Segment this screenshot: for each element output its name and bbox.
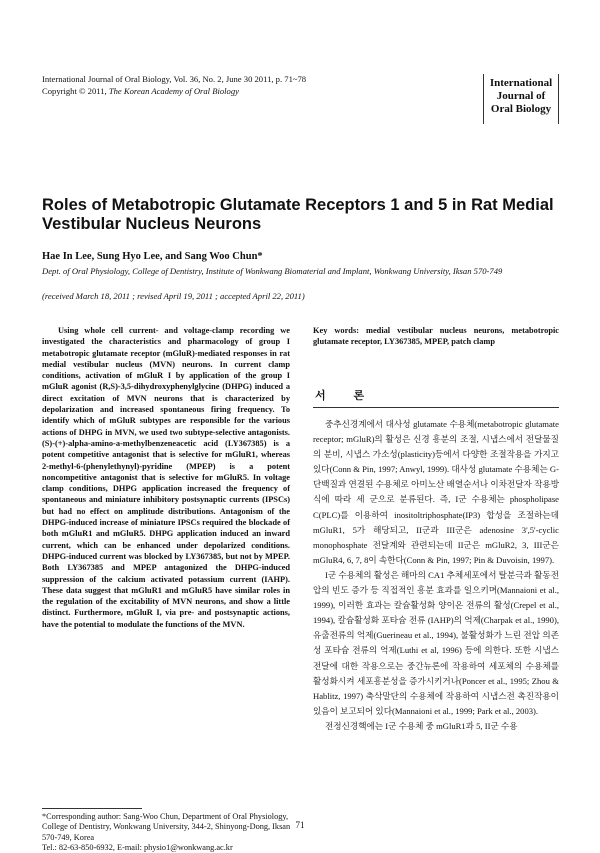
abstract: Using whole cell current- and voltage-clamp recording we investigated the characteristics and pharmacology of group I metabotropic glutamate receptor (mGluR)-mediated responses in rat medial vestibular nucleus (MVN) neurons. In current clamp conditions, activation of mGluR I by application of the group I mGluR agonist (R,S)-3,5-dihydroxyphenylglycine (DHPG) induced a direct excitation of MVN neurons that is characterized by depolarization and increased spontaneous firing frequency. To identify which of mGluR subtypes are responsible for the various actions of DHPG in MVN, we used two subtype-selective antagonists. (S)-(+)-alpha-amino-a-methylbenzeneacetic acid (LY367385) is a potent competitive antagonist that is selective for mGluR1, whereas 2-methyl-6-(phenylethynyl)-pyridine (MPEP) is a potent noncompetitive antagonist that is selective for mGluR5. In voltage clamp conditions, DHPG application increased the frequency of spontaneous and miniature inhibitory postsynaptic currents (IPSCs) but had no effect on amplitude distributions. Antagonism of the DHPG-induced increase of miniature IPSCs required the blockade of both mGluR1 and mGluR5. DHPG application induced an inward current, which can be enhanced under depolarized conditions. DHPG-induced current was blocked by LY367385, but not by MPEP. Both LY367385 and MPEP antagonized the DHPG-induced suppression of the calcium activated potassium current (IAHP). These data suggest that mGluR1 and mGluR5 have similar roles in the regulation of the excitability of MVN neurons, and show a little distinct. Furthermore, mGluR I, via pre- and postsynaptic actions, have the potential to modulate the functions of the MVN. [42, 326, 290, 629]
copyright-holder: The Korean Academy of Oral Biology [108, 86, 239, 96]
journal-name-box [483, 74, 559, 124]
body-paragraph-3: 전정신경핵에는 I군 수용체 중 mGluR1과 5, II군 수용 [325, 720, 518, 731]
footnote-rule [42, 808, 142, 809]
corresponding-author-footnote [42, 812, 292, 853]
keywords: Key words: medial vestibular nucleus neurons, metabotropic glutamate receptor, LY367385, MPEP, patch clamp [313, 326, 559, 347]
author-list: Hae In Lee, Sung Hyo Lee, and Sang Woo Chun* [42, 251, 263, 262]
footnote-address: *Corresponding author: Sang-Woo Chun, Department of Oral Physiology, College of Dentistry, Wonkwang University, 344-2, Shinyong-Dong, Iksan 570-749, Korea [42, 812, 291, 842]
body-paragraph-2: I군 수용체의 활성은 해마의 CA1 추체세포에서 탈분극과 활동전압의 빈도 증가 등 직접적인 흥분 효과를 일으키며(Mannaioni et al., 1999), 이러한 효과는 칼슘활성화 양이온 전류의 활성(Crepel et al., 1994), 칼슘활성화 포타슘 전류 (IAHP)의 억제(Charpak et al., 1990), 유출전류의 억제(Guerineau et al., 1994), 불활성화가 느린 전압 의존성 포타슘 전류의 억제(Luthi et al, 1996) 등에 의한다. 또한 시냅스 전달에 대한 작용으로는 중간뉴론에 작용하여 세포체의 수용체를 활성화시켜 세포흥분성을 증가시키거나(Poncer et al., 1995; Zhou & Hablitz, 1997) 축삭말단의 수용체에 작용하여 시냅스전 촉진작용이 있음이 보고되어 있다(Mannaioni et al., 1999; Park et al., 2003). [313, 569, 559, 716]
copyright-prefix: Copyright © 2011, [42, 86, 109, 96]
footnote-contact: Tel.: 82-63-850-6932, E-mail: physio1@wonkwang.ac.kr [42, 842, 233, 852]
page-number: 71 [295, 820, 305, 830]
body-paragraph-1: 중추신경계에서 대사성 glutamate 수용체(metabotropic glutamate receptor; mGluR)의 활성은 신경 흥분의 조절, 시냅스에서 전달물질의 분비, 시냅스 가소성(plasticity)등에서 다양한 조절작용을 가지고 있다(Conn & Pin, 1997; Anwyl, 1999). 대사성 glutamate 수용체는 G-단백질과 연결된 수용체로 아미노산 배열순서나 이차전달자 작용방식에 따라 세 군으로 분류된다. 즉, I군 수용체는 phospholipase C(PLC)를 이용하여 inositoltriphosphate(IP3) 합성을 조절하는데 mGluR1, 5가 해당되고, II군과 III군은 adenosine 3',5'-cyclic monophosphate 전달계와 관련되는데 II군은 mGluR2, 3, III군은 mGluR4, 6, 7, 8이 속한다(Conn & Pin, 1997; Pin & Duvoisin, 1997). [313, 419, 559, 565]
journal-citation: International Journal of Oral Biology, Vol. 36, No. 2, June 30 2011, p. 71~78 [42, 74, 307, 84]
article-title: Roles of Metabotropic Glutamate Receptors 1 and 5 in Rat Medial Vestibular Nucleus Neurons [42, 196, 554, 233]
author-affiliation: Dept. of Oral Physiology, College of Dentistry, Institute of Wonkwang Biomaterial and Implant, Wonkwang University, Iksan 570-749 [42, 266, 503, 276]
journal-name-line-1: International [489, 77, 553, 89]
introduction-body [313, 417, 559, 734]
journal-name-line-3: Oral Biology [490, 103, 552, 115]
journal-name-line-2: Journal of [496, 90, 546, 102]
section-heading-introduction: 서 론 [313, 388, 559, 408]
received-dates: (received March 18, 2011 ; revised April 19, 2011 ; accepted April 22, 2011) [42, 291, 305, 301]
copyright-line [42, 86, 239, 97]
